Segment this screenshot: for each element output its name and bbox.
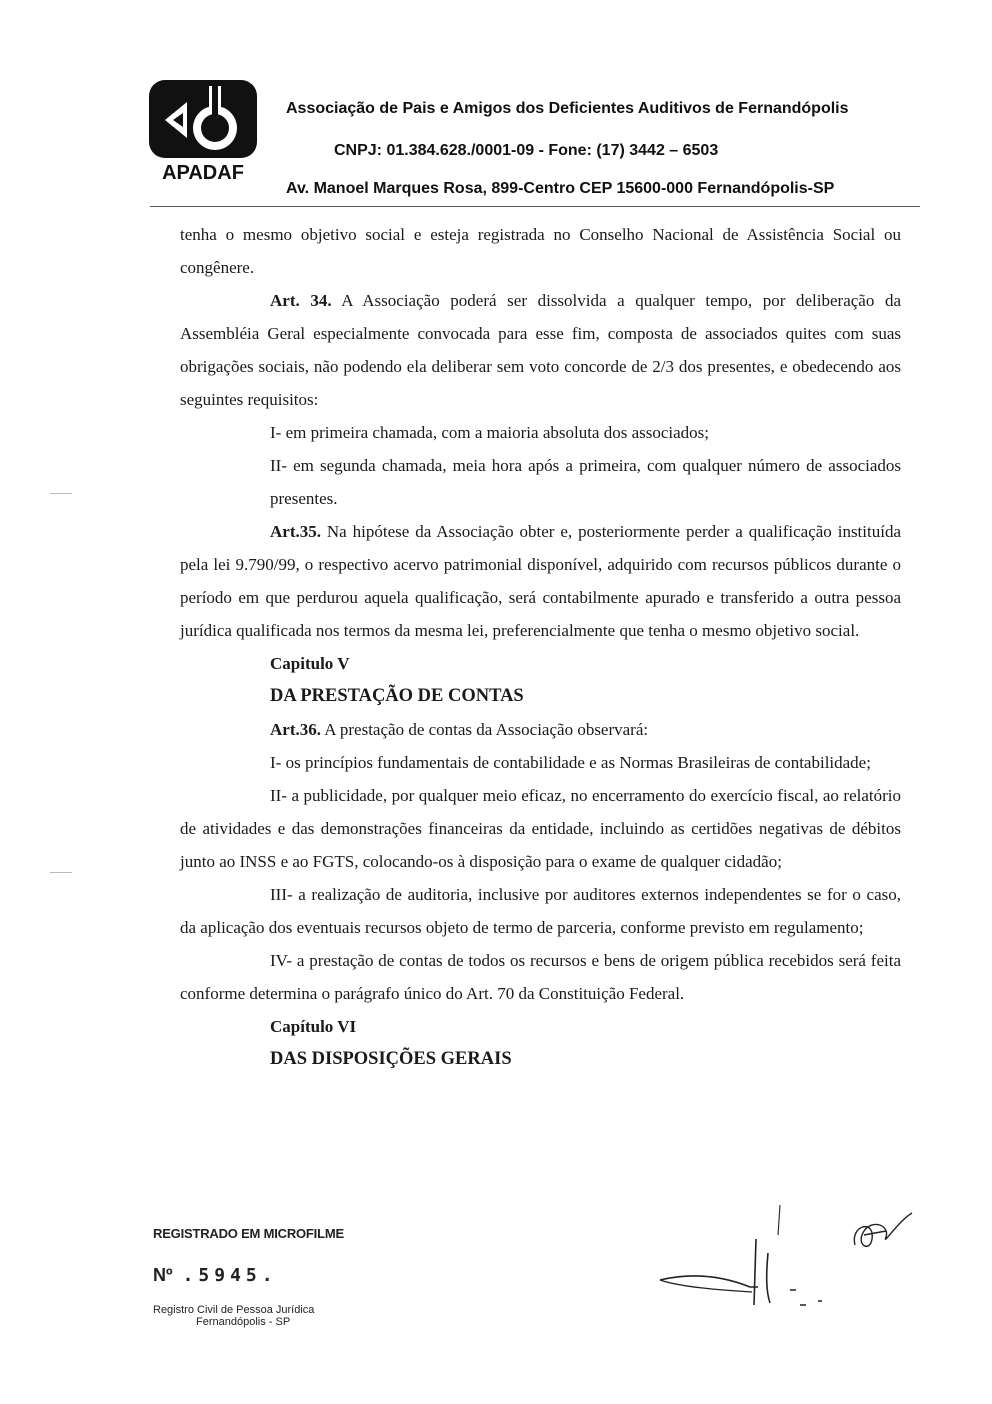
- article-36: [180, 713, 901, 746]
- article-35-label: Art.35.: [270, 522, 321, 541]
- stamp-registry-city: Fernandópolis - SP: [196, 1316, 291, 1328]
- stamp-no-label: Nº: [153, 1265, 173, 1285]
- chapter-5-title: DA PRESTAÇÃO DE CONTAS: [270, 686, 524, 706]
- article-36-item-ii: II- a publicidade, por qualquer meio eficaz, no encerramento do exercício fiscal, ao relatório de atividades e das demonstrações financeiras da entidade, incluindo as certidões negativas de débitos junto ao INSS e ao FGTS, colocando-os à disposição para o exame de qualquer cidadão;: [180, 786, 901, 871]
- org-address: Av. Manoel Marques Rosa, 899-Centro CEP 15600-000 Fernandópolis-SP: [286, 180, 835, 197]
- article-34-text: A Associação poderá ser dissolvida a qualquer tempo, por deliberação da Assembléia Geral especialmente convocada para esse fim, composta de associados quites com suas obrigações sociais, não podendo ela deliberar sem voto concorde de 2/3 dos presentes, e obedecendo aos seguintes requisitos:: [180, 291, 901, 409]
- cnpj-phone: CNPJ: 01.384.628./0001-09 - Fone: (17) 3442 – 6503: [334, 142, 719, 159]
- scan-mark: [50, 493, 72, 494]
- article-34-label: Art. 34.: [270, 291, 332, 310]
- chapter-5-heading: Capitulo V: [270, 654, 350, 673]
- signature-marks: [650, 1195, 930, 1315]
- article-35: [180, 515, 901, 647]
- apadaf-logo: [147, 78, 259, 183]
- stamp-number-line: [153, 1265, 278, 1286]
- article-34: [180, 284, 901, 416]
- article-35-text: Na hipótese da Associação obter e, posteriormente perder a qualificação instituída pela lei 9.790/99, o respectivo acervo patrimonial disponível, adquirido com recursos públicos durante o período em que perdurou aquela qualificação, será contabilmente apurado e transferido a outra pessoa jurídica qualificada nos termos da mesma lei, preferencialmente que tenha o mesmo objetivo social.: [180, 522, 901, 640]
- stamp-registry-name: Registro Civil de Pessoa Jurídica: [153, 1304, 315, 1316]
- article-36-item-i: I- os princípios fundamentais de contabilidade e as Normas Brasileiras de contabilidade;: [270, 753, 871, 772]
- article-36-label: Art.36.: [270, 720, 321, 739]
- chapter-6-heading: Capítulo VI: [270, 1017, 357, 1036]
- org-name: Associação de Pais e Amigos dos Deficientes Auditivos de Fernandópolis: [286, 100, 849, 117]
- article-36-item-iii: III- a realização de auditoria, inclusive por auditores externos independentes se for o caso, da aplicação dos eventuais recursos objeto de termo de parceria, conforme previsto em regulamento;: [180, 885, 901, 937]
- stamp-registered-microfilm: REGISTRADO EM MICROFILME: [153, 1226, 344, 1241]
- continued-paragraph: tenha o mesmo objetivo social e esteja registrada no Conselho Nacional de Assistência Social ou congênere.: [180, 225, 901, 277]
- stamp-number: .5945.: [182, 1265, 278, 1286]
- article-36-item-iv: IV- a prestação de contas de todos os recursos e bens de origem pública recebidos será feita conforme determina o parágrafo único do Art. 70 da Constituição Federal.: [180, 951, 901, 1003]
- article-34-item-ii: II- em segunda chamada, meia hora após a primeira, com qualquer número de associados presentes.: [270, 456, 901, 508]
- document-body: [180, 218, 901, 1076]
- scan-mark: [50, 872, 72, 873]
- header-divider: [150, 206, 920, 207]
- logo-text: APADAF: [162, 162, 244, 183]
- article-34-item-i: I- em primeira chamada, com a maioria absoluta dos associados;: [270, 423, 710, 442]
- chapter-6-title: DAS DISPOSIÇÕES GERAIS: [270, 1049, 512, 1069]
- article-36-text: A prestação de contas da Associação observará:: [320, 720, 649, 739]
